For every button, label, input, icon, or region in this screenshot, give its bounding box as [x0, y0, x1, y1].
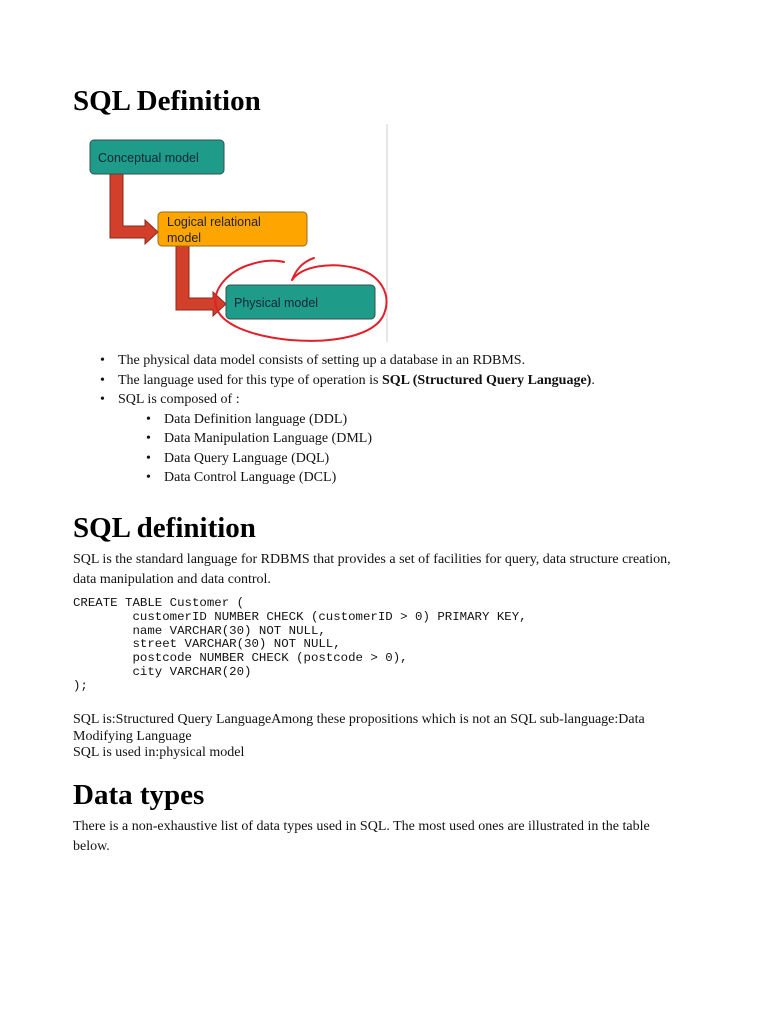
quiz-answers	[73, 712, 693, 762]
data-types-paragraph: There is a non-exhaustive list of data types used in SQL. The most used ones are illustrated in the table below.	[73, 819, 650, 854]
heading-data-types: Data types	[73, 779, 205, 811]
sub-bullet-text: Data Control Language (DCL)	[164, 470, 337, 485]
sql-definition-paragraph: SQL is the standard language for RDBMS that provides a set of facilities for query, data structure creation, data manipulation and data control.	[73, 552, 671, 587]
list-item	[100, 390, 720, 488]
conceptual-model-label: Conceptual model	[98, 151, 199, 165]
heading-sql-definition: SQL Definition	[73, 85, 261, 117]
list-item	[100, 371, 720, 391]
logical-model-label-line2: model	[167, 231, 202, 245]
quiz-line: SQL is:Structured Query LanguageAmong these propositions which is not an SQL sub-language:Data Modifying Language	[73, 712, 645, 744]
bullet-text: The physical data model consists of setting up a database in an RDBMS.	[118, 353, 526, 368]
sub-bullet-text: Data Definition language (DDL)	[164, 411, 348, 427]
arrow-logical-to-physical	[176, 246, 226, 316]
create-table-code-block: CREATE TABLE Customer ( customerID NUMBER CHECK (customerID > 0) PRIMARY KEY, name VARCHAR(30) NOT NULL, street VARCHAR(30) NOT NULL, postcode NUMBER CHECK (postcode > 0), city VARCHAR(20) );	[73, 596, 527, 693]
data-model-diagram	[80, 122, 390, 344]
bullet-text-end: .	[591, 372, 595, 388]
list-item	[146, 410, 720, 430]
arrow-conceptual-to-logical	[110, 174, 158, 244]
sub-bullet-text: Data Query Language (DQL)	[164, 450, 330, 466]
list-item	[146, 429, 720, 449]
sub-bullet-list	[118, 410, 720, 488]
logical-model-label-line1: Logical relational	[167, 215, 261, 229]
quiz-line: SQL is used in:physical model	[73, 745, 245, 760]
sql-bullet-list	[100, 351, 720, 488]
bullet-text: The language used for this type of operation is	[118, 372, 382, 388]
list-item	[100, 351, 720, 371]
heading-sql-definition-2: SQL definition	[73, 512, 256, 544]
physical-model-label: Physical model	[234, 296, 319, 310]
list-item	[146, 468, 720, 488]
sub-bullet-text: Data Manipulation Language (DML)	[164, 431, 372, 446]
bullet-text: SQL is composed of :	[118, 392, 240, 407]
list-item	[146, 449, 720, 469]
bullet-bold-text: SQL (Structured Query Language)	[381, 372, 592, 388]
